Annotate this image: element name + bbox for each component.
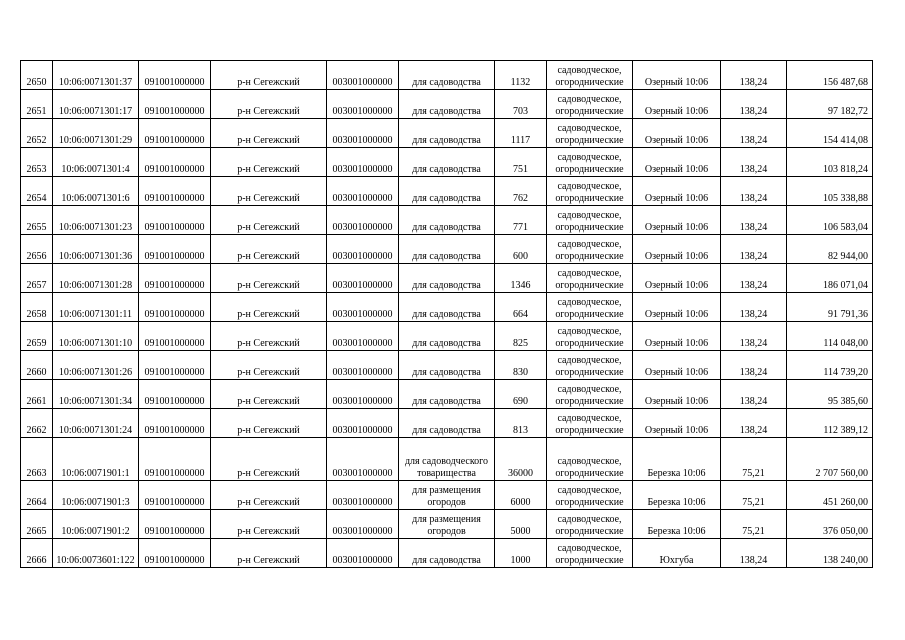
land-use-cell: для садоводства (399, 380, 495, 409)
district-cell: р-н Сегежский (211, 438, 327, 481)
table-row (21, 351, 873, 380)
land-use-cell: для садоводства (399, 264, 495, 293)
use-group-cell: садоводческое, огороднические (547, 510, 633, 539)
row-number-cell: 2663 (21, 438, 53, 481)
okato-code-cell: 003001000000 (327, 90, 399, 119)
use-group-cell: садоводческое, огороднические (547, 177, 633, 206)
district-cell: р-н Сегежский (211, 235, 327, 264)
area-cell: 1346 (495, 264, 547, 293)
okato-code-cell: 003001000000 (327, 177, 399, 206)
land-use-cell: для садоводства (399, 539, 495, 568)
area-cell: 825 (495, 322, 547, 351)
cadastral-value-cell: 95 385,60 (787, 380, 873, 409)
specific-value-cell: 138,24 (721, 322, 787, 351)
district-cell: р-н Сегежский (211, 481, 327, 510)
land-use-cell: для садоводства (399, 177, 495, 206)
area-cell: 751 (495, 148, 547, 177)
table-row (21, 539, 873, 568)
oktmo-code-cell: 091001000000 (139, 438, 211, 481)
district-cell: р-н Сегежский (211, 206, 327, 235)
specific-value-cell: 138,24 (721, 293, 787, 322)
area-cell: 36000 (495, 438, 547, 481)
table-row (21, 61, 873, 90)
use-group-cell: садоводческое, огороднические (547, 264, 633, 293)
land-use-cell: для садоводства (399, 235, 495, 264)
table-row (21, 293, 873, 322)
oktmo-code-cell: 091001000000 (139, 177, 211, 206)
row-number-cell: 2664 (21, 481, 53, 510)
district-cell: р-н Сегежский (211, 61, 327, 90)
cadastral-number-cell: 10:06:0071301:26 (53, 351, 139, 380)
cadastral-value-cell: 114 739,20 (787, 351, 873, 380)
specific-value-cell: 138,24 (721, 351, 787, 380)
table-row (21, 481, 873, 510)
cadastral-value-cell: 2 707 560,00 (787, 438, 873, 481)
okato-code-cell: 003001000000 (327, 481, 399, 510)
settlement-cell: Озерный 10:06 (633, 148, 721, 177)
cadastral-number-cell: 10:06:0071301:28 (53, 264, 139, 293)
oktmo-code-cell: 091001000000 (139, 206, 211, 235)
use-group-cell: садоводческое, огороднические (547, 206, 633, 235)
row-number-cell: 2658 (21, 293, 53, 322)
cadastral-number-cell: 10:06:0071901:3 (53, 481, 139, 510)
okato-code-cell: 003001000000 (327, 510, 399, 539)
oktmo-code-cell: 091001000000 (139, 148, 211, 177)
land-use-cell: для садоводства (399, 61, 495, 90)
cadastral-value-cell: 156 487,68 (787, 61, 873, 90)
land-use-cell: для садоводства (399, 148, 495, 177)
district-cell: р-н Сегежский (211, 119, 327, 148)
cadastral-number-cell: 10:06:0073601:122 (53, 539, 139, 568)
table-row (21, 264, 873, 293)
cadastral-value-cell: 103 818,24 (787, 148, 873, 177)
use-group-cell: садоводческое, огороднические (547, 351, 633, 380)
settlement-cell: Озерный 10:06 (633, 293, 721, 322)
okato-code-cell: 003001000000 (327, 264, 399, 293)
okato-code-cell: 003001000000 (327, 206, 399, 235)
district-cell: р-н Сегежский (211, 322, 327, 351)
settlement-cell: Озерный 10:06 (633, 409, 721, 438)
cadastral-number-cell: 10:06:0071301:6 (53, 177, 139, 206)
okato-code-cell: 003001000000 (327, 235, 399, 264)
district-cell: р-н Сегежский (211, 177, 327, 206)
area-cell: 690 (495, 380, 547, 409)
settlement-cell: Озерный 10:06 (633, 235, 721, 264)
oktmo-code-cell: 091001000000 (139, 322, 211, 351)
cadastral-value-cell: 105 338,88 (787, 177, 873, 206)
table-row (21, 90, 873, 119)
land-use-cell: для садоводства (399, 206, 495, 235)
oktmo-code-cell: 091001000000 (139, 351, 211, 380)
cadastral-value-cell: 114 048,00 (787, 322, 873, 351)
table-row (21, 206, 873, 235)
row-number-cell: 2656 (21, 235, 53, 264)
land-use-cell: для размещения огородов (399, 481, 495, 510)
use-group-cell: садоводческое, огороднические (547, 90, 633, 119)
land-use-cell: для садоводческого товарищества (399, 438, 495, 481)
specific-value-cell: 138,24 (721, 409, 787, 438)
use-group-cell: садоводческое, огороднические (547, 438, 633, 481)
okato-code-cell: 003001000000 (327, 380, 399, 409)
area-cell: 1117 (495, 119, 547, 148)
oktmo-code-cell: 091001000000 (139, 510, 211, 539)
okato-code-cell: 003001000000 (327, 409, 399, 438)
oktmo-code-cell: 091001000000 (139, 380, 211, 409)
table-row (21, 510, 873, 539)
table-row (21, 177, 873, 206)
area-cell: 6000 (495, 481, 547, 510)
cadastral-value-cell: 97 182,72 (787, 90, 873, 119)
row-number-cell: 2650 (21, 61, 53, 90)
table-row (21, 119, 873, 148)
district-cell: р-н Сегежский (211, 409, 327, 438)
district-cell: р-н Сегежский (211, 380, 327, 409)
table-row (21, 322, 873, 351)
oktmo-code-cell: 091001000000 (139, 61, 211, 90)
area-cell: 813 (495, 409, 547, 438)
okato-code-cell: 003001000000 (327, 148, 399, 177)
cadastral-value-cell: 91 791,36 (787, 293, 873, 322)
land-use-cell: для размещения огородов (399, 510, 495, 539)
land-use-cell: для садоводства (399, 409, 495, 438)
cadastral-value-cell: 376 050,00 (787, 510, 873, 539)
settlement-cell: Озерный 10:06 (633, 90, 721, 119)
cadastral-number-cell: 10:06:0071901:1 (53, 438, 139, 481)
land-use-cell: для садоводства (399, 90, 495, 119)
settlement-cell: Березка 10:06 (633, 438, 721, 481)
okato-code-cell: 003001000000 (327, 351, 399, 380)
cadastral-value-cell: 138 240,00 (787, 539, 873, 568)
cadastral-value-cell: 112 389,12 (787, 409, 873, 438)
area-cell: 703 (495, 90, 547, 119)
cadastral-value-table (20, 60, 873, 568)
use-group-cell: садоводческое, огороднические (547, 322, 633, 351)
land-use-cell: для садоводства (399, 119, 495, 148)
specific-value-cell: 75,21 (721, 481, 787, 510)
specific-value-cell: 138,24 (721, 119, 787, 148)
okato-code-cell: 003001000000 (327, 61, 399, 90)
settlement-cell: Озерный 10:06 (633, 351, 721, 380)
cadastral-value-cell: 186 071,04 (787, 264, 873, 293)
district-cell: р-н Сегежский (211, 293, 327, 322)
area-cell: 762 (495, 177, 547, 206)
settlement-cell: Озерный 10:06 (633, 380, 721, 409)
settlement-cell: Березка 10:06 (633, 510, 721, 539)
cadastral-number-cell: 10:06:0071301:29 (53, 119, 139, 148)
table-row (21, 380, 873, 409)
use-group-cell: садоводческое, огороднические (547, 409, 633, 438)
row-number-cell: 2657 (21, 264, 53, 293)
row-number-cell: 2661 (21, 380, 53, 409)
cadastral-number-cell: 10:06:0071301:17 (53, 90, 139, 119)
district-cell: р-н Сегежский (211, 510, 327, 539)
oktmo-code-cell: 091001000000 (139, 119, 211, 148)
row-number-cell: 2666 (21, 539, 53, 568)
specific-value-cell: 138,24 (721, 264, 787, 293)
land-use-cell: для садоводства (399, 293, 495, 322)
area-cell: 830 (495, 351, 547, 380)
oktmo-code-cell: 091001000000 (139, 539, 211, 568)
row-number-cell: 2653 (21, 148, 53, 177)
oktmo-code-cell: 091001000000 (139, 235, 211, 264)
oktmo-code-cell: 091001000000 (139, 264, 211, 293)
specific-value-cell: 75,21 (721, 438, 787, 481)
cadastral-value-cell: 154 414,08 (787, 119, 873, 148)
specific-value-cell: 138,24 (721, 235, 787, 264)
area-cell: 600 (495, 235, 547, 264)
use-group-cell: садоводческое, огороднические (547, 235, 633, 264)
specific-value-cell: 138,24 (721, 90, 787, 119)
oktmo-code-cell: 091001000000 (139, 293, 211, 322)
cadastral-number-cell: 10:06:0071301:11 (53, 293, 139, 322)
row-number-cell: 2652 (21, 119, 53, 148)
oktmo-code-cell: 091001000000 (139, 409, 211, 438)
specific-value-cell: 75,21 (721, 510, 787, 539)
specific-value-cell: 138,24 (721, 61, 787, 90)
row-number-cell: 2655 (21, 206, 53, 235)
settlement-cell: Озерный 10:06 (633, 177, 721, 206)
district-cell: р-н Сегежский (211, 264, 327, 293)
use-group-cell: садоводческое, огороднические (547, 119, 633, 148)
cadastral-number-cell: 10:06:0071301:34 (53, 380, 139, 409)
settlement-cell: Березка 10:06 (633, 481, 721, 510)
settlement-cell: Озерный 10:06 (633, 61, 721, 90)
area-cell: 664 (495, 293, 547, 322)
specific-value-cell: 138,24 (721, 206, 787, 235)
row-number-cell: 2659 (21, 322, 53, 351)
cadastral-number-cell: 10:06:0071301:24 (53, 409, 139, 438)
use-group-cell: садоводческое, огороднические (547, 61, 633, 90)
row-number-cell: 2660 (21, 351, 53, 380)
area-cell: 1132 (495, 61, 547, 90)
specific-value-cell: 138,24 (721, 177, 787, 206)
cadastral-number-cell: 10:06:0071301:10 (53, 322, 139, 351)
use-group-cell: садоводческое, огороднические (547, 380, 633, 409)
okato-code-cell: 003001000000 (327, 539, 399, 568)
cadastral-number-cell: 10:06:0071301:37 (53, 61, 139, 90)
row-number-cell: 2654 (21, 177, 53, 206)
cadastral-value-cell: 106 583,04 (787, 206, 873, 235)
cadastral-number-cell: 10:06:0071301:4 (53, 148, 139, 177)
table-row (21, 409, 873, 438)
use-group-cell: садоводческое, огороднические (547, 293, 633, 322)
settlement-cell: Озерный 10:06 (633, 322, 721, 351)
area-cell: 1000 (495, 539, 547, 568)
row-number-cell: 2665 (21, 510, 53, 539)
row-number-cell: 2651 (21, 90, 53, 119)
area-cell: 771 (495, 206, 547, 235)
district-cell: р-н Сегежский (211, 148, 327, 177)
settlement-cell: Озерный 10:06 (633, 264, 721, 293)
cadastral-number-cell: 10:06:0071301:36 (53, 235, 139, 264)
okato-code-cell: 003001000000 (327, 438, 399, 481)
specific-value-cell: 138,24 (721, 148, 787, 177)
okato-code-cell: 003001000000 (327, 119, 399, 148)
specific-value-cell: 138,24 (721, 539, 787, 568)
district-cell: р-н Сегежский (211, 351, 327, 380)
settlement-cell: Юхгуба (633, 539, 721, 568)
use-group-cell: садоводческое, огороднические (547, 148, 633, 177)
okato-code-cell: 003001000000 (327, 293, 399, 322)
cadastral-value-cell: 82 944,00 (787, 235, 873, 264)
oktmo-code-cell: 091001000000 (139, 90, 211, 119)
table-row (21, 438, 873, 481)
settlement-cell: Озерный 10:06 (633, 206, 721, 235)
cadastral-number-cell: 10:06:0071301:23 (53, 206, 139, 235)
oktmo-code-cell: 091001000000 (139, 481, 211, 510)
okato-code-cell: 003001000000 (327, 322, 399, 351)
row-number-cell: 2662 (21, 409, 53, 438)
land-use-cell: для садоводства (399, 322, 495, 351)
district-cell: р-н Сегежский (211, 539, 327, 568)
table-row (21, 235, 873, 264)
district-cell: р-н Сегежский (211, 90, 327, 119)
table-body (21, 61, 873, 568)
use-group-cell: садоводческое, огороднические (547, 539, 633, 568)
table-row (21, 148, 873, 177)
use-group-cell: садоводческое, огороднические (547, 481, 633, 510)
cadastral-number-cell: 10:06:0071901:2 (53, 510, 139, 539)
settlement-cell: Озерный 10:06 (633, 119, 721, 148)
specific-value-cell: 138,24 (721, 380, 787, 409)
land-use-cell: для садоводства (399, 351, 495, 380)
area-cell: 5000 (495, 510, 547, 539)
cadastral-value-cell: 451 260,00 (787, 481, 873, 510)
